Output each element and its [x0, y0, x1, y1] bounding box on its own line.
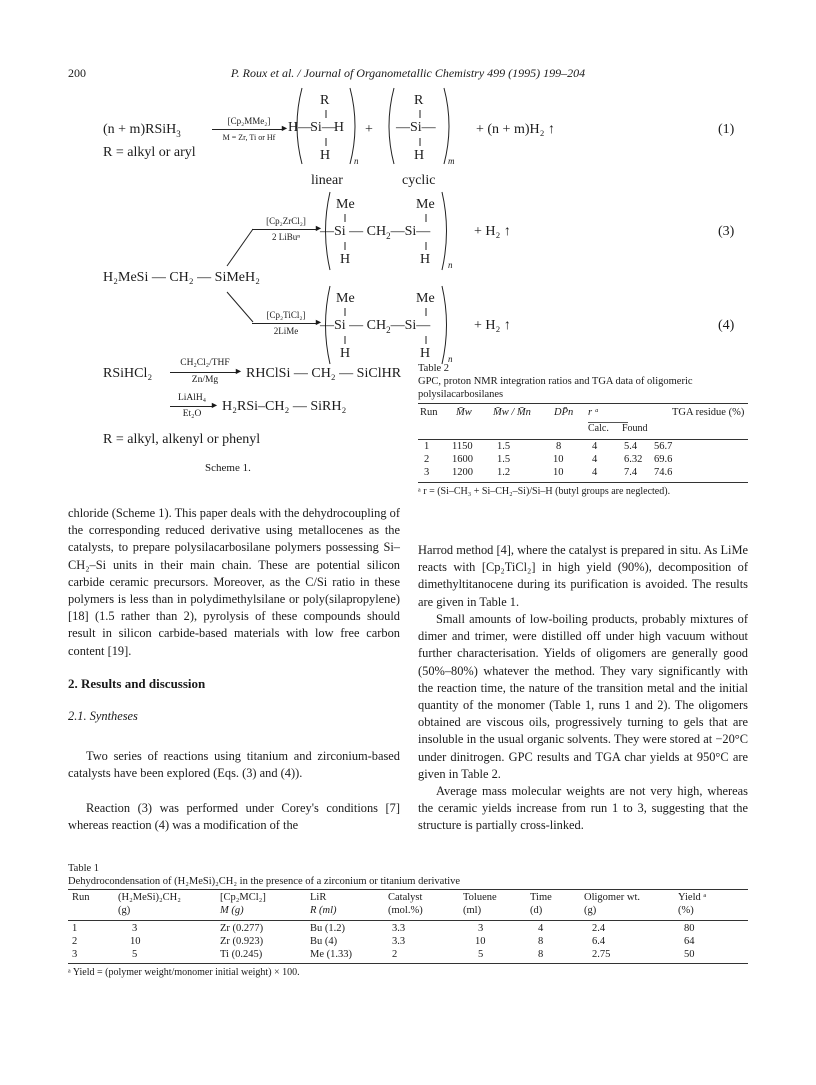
table-row: 2 10 Zr (0.923) Bu (4) 3.3 10 8 6.4 64	[72, 936, 695, 947]
table-row: 1 3 Zr (0.277) Bu (1.2) 3.3 3 4 2.4 80	[72, 923, 695, 934]
eq1-reactant: (n + m)RSiH$_3$	[103, 122, 181, 139]
eq1-condition-bottom: M = Zr, Ti or Hf	[222, 133, 276, 142]
eq4-condition-bottom: 2LiMe	[273, 326, 299, 336]
eq4-repeat-unit: Me Me —Si — $CH_2—Si—$ H H n	[318, 284, 468, 366]
table1-header-lir: LiR	[310, 892, 327, 903]
eq3-product: + H₂ ↑	[474, 224, 511, 239]
table1-bottom-rule	[68, 963, 748, 964]
table2-header-row	[418, 405, 748, 425]
prep-reactant: RSiHCl₂	[103, 366, 153, 381]
eq4-arrow	[252, 323, 318, 324]
table1-header-yield: Yield ᵃ	[678, 892, 707, 903]
prep-arrow1	[170, 372, 238, 373]
table1-label: Table 1	[68, 863, 100, 874]
subsection-title: 2.1. Syntheses	[68, 709, 138, 723]
eq4-branch-line	[225, 290, 255, 330]
prep-arrowhead1: ►	[234, 366, 243, 376]
eq4-condition-top: [Cp₂TiCl₂]	[266, 310, 306, 320]
label-linear: linear	[311, 173, 343, 188]
table2-label: Table 2	[418, 363, 450, 374]
table2-top-rule	[418, 403, 748, 404]
table2-header-dpn: DP̄n	[554, 407, 574, 418]
eq1-arrowhead: ►	[280, 123, 289, 133]
scheme-caption: Scheme 1.	[205, 462, 251, 474]
prep-r-definition: R = alkyl, alkenyl or phenyl	[103, 432, 261, 447]
table1-unit-monomer: (g)	[118, 905, 131, 916]
eq3-condition-top: [Cp₂ZrCl₂]	[266, 216, 306, 226]
prep-condition1-top: CH₂Cl₂/THF	[180, 358, 230, 368]
eq3-arrowhead: ►	[314, 223, 323, 233]
table1-header-oligomer: Oligomer wt.	[584, 892, 640, 903]
table2-mid-rule	[418, 439, 748, 440]
section-title: 2. Results and discussion	[68, 676, 206, 691]
table2-header-run: Run	[420, 407, 438, 418]
label-cyclic: cyclic	[402, 173, 436, 188]
table1-header-catalyst: Catalyst	[388, 892, 423, 903]
table-row: 1 1150 1.5 8 4 5.4 56.7	[424, 441, 673, 452]
table1-header-row	[68, 891, 748, 919]
table1-unit-toluene: (ml)	[463, 905, 482, 916]
eq1-plus: +	[365, 122, 373, 137]
table1-mid-rule	[68, 920, 748, 921]
table1-unit-catalyst-compound: M (g)	[220, 905, 244, 916]
table1-header-monomer: (H₂MeSi)₂CH₂	[118, 892, 181, 903]
eq1-arrow	[212, 129, 284, 130]
table2-header-r: r ᵃ	[588, 407, 599, 418]
table1-header-run: Run	[72, 892, 90, 903]
eq3-condition-bottom: 2 LiBuⁿ	[271, 232, 301, 242]
eq1-r-definition: R = alkyl or aryl	[103, 145, 196, 160]
eq1-product: + (n + m)H₂ ↑	[476, 122, 555, 137]
table2-caption: GPC, proton NMR integration ratios and TGA data of oligomeric polysilacarbosilanes	[418, 376, 693, 400]
eq4-product: + H₂ ↑	[474, 318, 511, 333]
table1-footnote: ᵃ Yield = (polymer weight/monomer initial weight) × 100.	[68, 967, 300, 978]
eq1-condition-top: [Cp₂MMe₂]	[227, 116, 271, 126]
table1-header-time: Time	[530, 892, 552, 903]
eq3-repeat-unit: Me Me —Si — $CH_2—Si—$ H H n	[318, 190, 468, 272]
table2-header-pdi: M̄w / M̄n	[493, 407, 531, 418]
table2-bottom-rule	[418, 482, 748, 483]
table2-footnote: ᵃ r = (Si–CH₃ + Si–CH₂–Si)/Si–H (butyl groups are neglected).	[418, 486, 671, 497]
right-para-3: Average mass molecular weights are not very high, whereas the ceramic yields increase from run 1 to 3, suggesting that the structure is partially cross-linked.	[418, 784, 748, 833]
table1-unit-catalyst: (mol.%)	[388, 905, 423, 916]
table2-subheader-calc: Calc.	[588, 423, 609, 434]
left-para-3: Reaction (3) was performed under Corey's conditions [7] whereas reaction (4) was a modification of the	[68, 801, 400, 833]
table2-header-tga: TGA residue (%)	[672, 407, 745, 418]
eq1-linear-unit: R H—Si—H H n	[288, 86, 363, 166]
eq3-branch-line	[225, 228, 255, 268]
table1-unit-oligomer: (g)	[584, 905, 597, 916]
eq3-number: (3)	[718, 224, 735, 239]
prep-arrow2	[170, 406, 214, 407]
prep-product2: H₂RSi–CH₂ — SiRH₂	[222, 399, 347, 414]
table1-unit-lir: R (ml)	[310, 905, 337, 916]
prep-product1: RHClSi — CH₂ — SiClHR	[246, 366, 402, 381]
right-para-2: Small amounts of low-boiling products, probably mixtures of dimer and trimer, were distilled off under high vacuum without further characterisation. Yields of oligomers are generally good (50%–80%) whatever the method. They vary significantly with the reaction time, the nature of the transition metal and the initial quantity of the monomer (Table 1, runs 1 and 2). The oligomers obtained are viscous oils, progressively turning to gels that are insoluble in the usual organic solvents. They were stored at −20°C under dinitrogen. GPC results and TGA char yields at 950°C are given in Table 2.	[418, 612, 748, 781]
eq4-number: (4)	[718, 318, 735, 333]
prep-arrowhead2: ►	[210, 400, 219, 410]
running-title: P. Roux et al. / Journal of Organometallic Chemistry 499 (1995) 199–204	[230, 66, 586, 80]
right-para-1: Harrod method [4], where the catalyst is prepared in situ. As LiMe reacts with [Cp₂TiCl₂] in high yield (90%), decomposition of dimethyltitanocene during its purification is avoided. The results are given in Table 1.	[418, 543, 748, 609]
eq3-arrow	[252, 229, 318, 230]
prep-condition2-top: LiAlH₄	[177, 393, 207, 403]
eq1-cyclic-unit: R —Si— H m	[380, 86, 460, 166]
left-para-1: chloride (Scheme 1). This paper deals with the dehydrocoupling of the corresponding reduced derivative using metallocenes as the catalysts, to prepare polysilacarbosilane polymers possessing Si–CH₂–Si units in their main chain. These are potential silicon carbide ceramic precursors. Moreover, as the C/Si ratio in these polymers is less than in polydimethylsilane or poly(silapropylene) [18] (1.5 rather than 2), pyrolysis of these compounds should result in silicon carbide-based materials with low free carbon content [19].	[68, 506, 400, 658]
table1-header-catalyst-compound: [Cp₂MCl₂]	[220, 892, 266, 903]
table1-unit-time: (d)	[530, 905, 543, 916]
eq1-number: (1)	[718, 122, 735, 137]
page-number: 200	[68, 66, 86, 80]
eq4-arrowhead: ►	[314, 317, 323, 327]
prep-condition2-bottom: Et₂O	[182, 409, 202, 419]
table2-header-mw: M̄w	[456, 407, 472, 418]
table2-subheader-found: Found	[622, 423, 648, 434]
left-para-2: Two series of reactions using titanium and zirconium-based catalysts have been explored (Eqs. (3) and (4)).	[68, 749, 400, 781]
table-row: 3 5 Ti (0.245) Me (1.33) 2 5 8 2.75 50	[72, 949, 695, 960]
table-row: 2 1600 1.5 10 4 6.32 69.6	[424, 454, 673, 465]
table1-unit-yield: (%)	[678, 905, 694, 916]
table1-caption: Dehydrocondensation of (H₂MeSi)₂CH₂ in the presence of a zirconium or titanium derivative	[68, 876, 461, 887]
table-row: 3 1200 1.2 10 4 7.4 74.6	[424, 467, 673, 478]
table1-header-toluene: Toluene	[463, 892, 497, 903]
central-reactant: H₂MeSi — CH₂ — SiMeH₂	[103, 270, 260, 285]
prep-condition1-bottom: Zn/Mg	[191, 375, 219, 385]
table1-top-rule	[68, 889, 748, 890]
